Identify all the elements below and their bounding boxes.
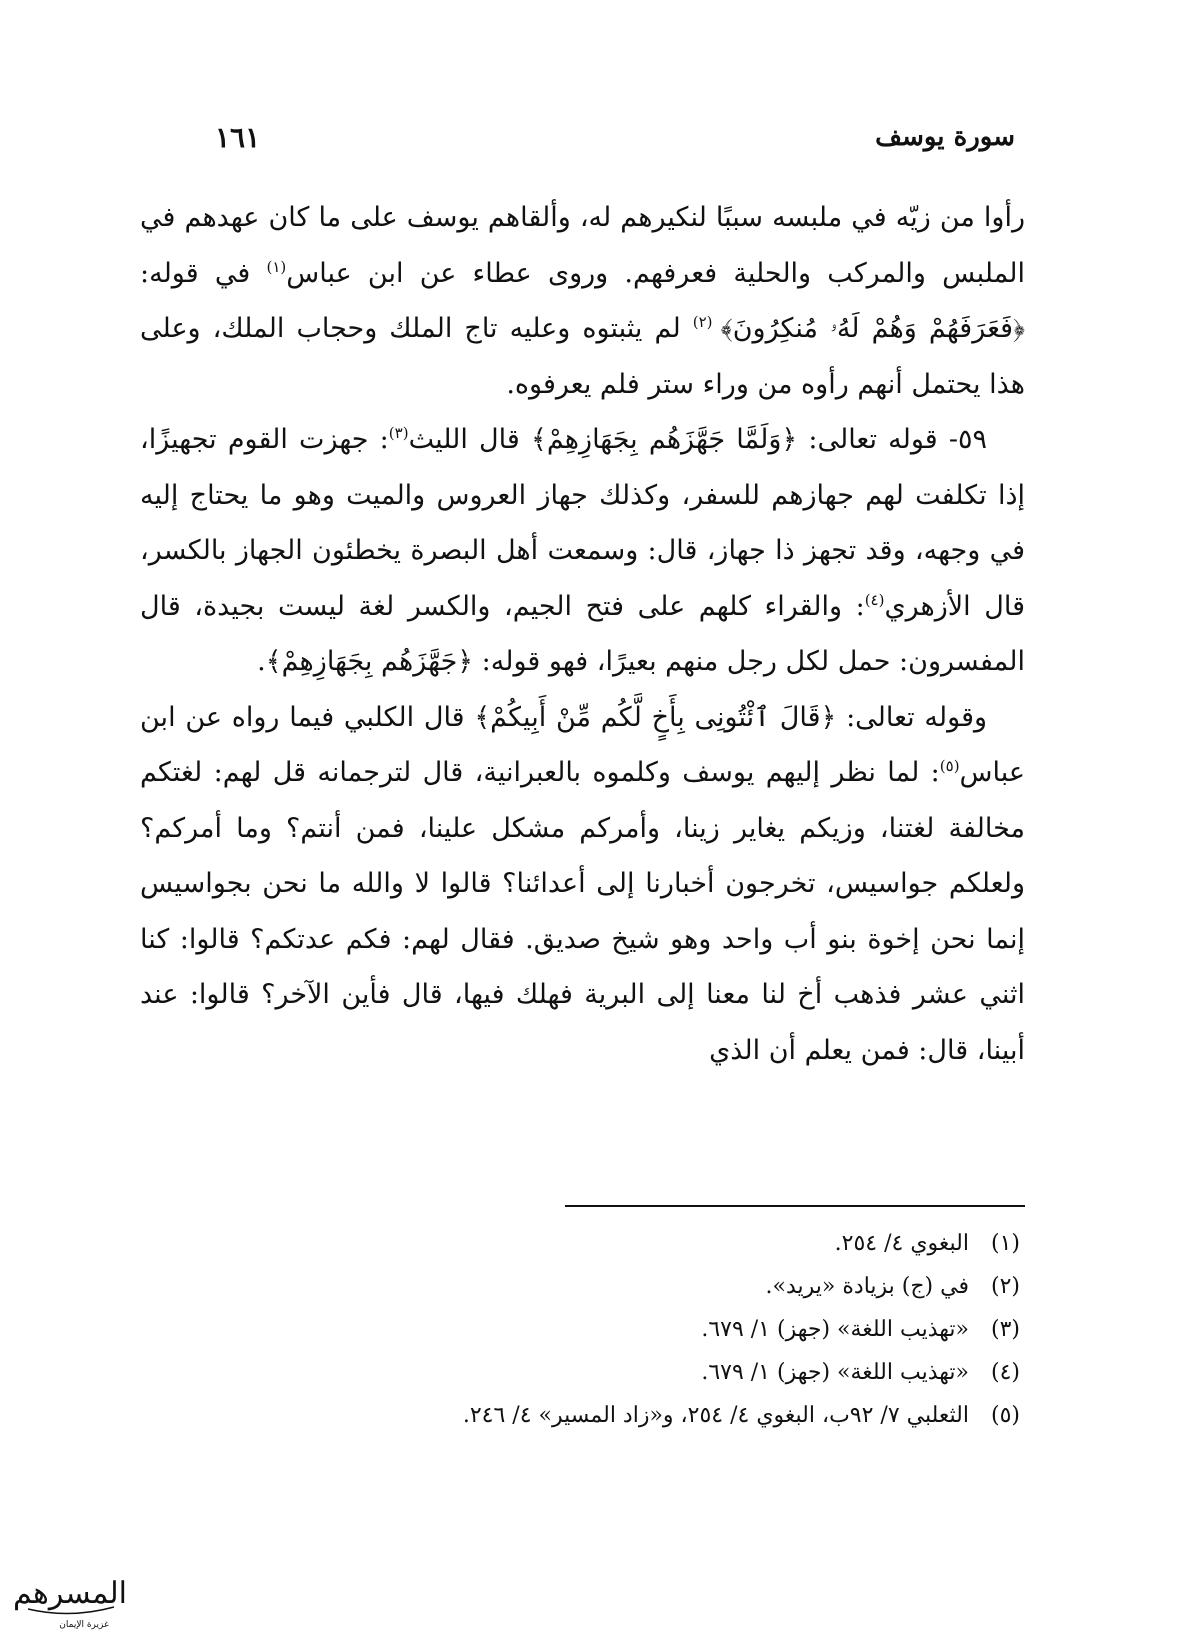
verse-number-text: ٥٩- قوله تعالى: <box>797 424 988 455</box>
footnotes <box>300 1222 1020 1437</box>
footnote-divider <box>565 1205 1025 1207</box>
footnote-number: (٣) <box>990 1317 1020 1342</box>
footnote-text: البغوي ٤/ ٢٥٤. <box>834 1231 969 1256</box>
footnote-text: في (ج) بزيادة «يريد». <box>765 1274 969 1299</box>
main-text <box>140 190 1025 1078</box>
paragraph-3 <box>140 690 1025 1079</box>
footnote-marker[interactable]: (٥) <box>939 757 960 775</box>
footnote-number: (٥) <box>990 1403 1020 1428</box>
footnote-item <box>300 1308 1020 1351</box>
text-span: قال الكلبي فيما رواه عن ابن عباس <box>140 701 1025 788</box>
footnote-marker[interactable]: (١) <box>266 257 287 276</box>
footnote-text: «تهذيب اللغة» (جهز) ١/ ٦٧٩. <box>701 1317 969 1342</box>
publisher-logo-icon <box>10 1565 130 1635</box>
text-span: : والقراء كلهم على فتح الجيم، والكسر لغة ليست بجيدة، قال المفسرون: حمل لكل رجل منهم بعيرًا، فهو قوله: <box>140 590 1025 677</box>
footnote-item <box>300 1265 1020 1308</box>
quran-verse: ﴿فَعَرَفَهُمْ وَهُمْ لَهُۥ مُنكِرُونَ﴾ <box>720 313 1025 344</box>
text-span: . <box>257 646 266 677</box>
footnote-marker[interactable]: (٢) <box>692 313 721 331</box>
footnote-number: (١) <box>990 1231 1020 1256</box>
text-span: : لما نظر إليهم يوسف وكلموه بالعبرانية، قال لترجمانه قل لهم: لغتكم مخالفة لغتنا، وزيكم يغاير زينا، وأمركم مشكل علينا، فمن أنتم؟ وما أمركم؟ ولعلكم جواسيس، تخرجون أخبارنا إلى أعدائنا؟ قالوا لا والله ما نحن بجواسيس إنما نحن إخوة بنو أب واحد وهو شيخ صديق. فقال لهم: فكم عدتكم؟ قالوا: كنا اثني عشر فذهب أخ لنا معنا إلى البرية فهلك فيها، قال فأين الآخر؟ قالوا: عند أبينا، قال: فمن يعلم أن الذي <box>140 757 1025 1066</box>
text-span: وقوله تعالى: <box>836 701 988 733</box>
logo-subtext: غزيرة الإيمان <box>59 1620 109 1630</box>
surah-title: سورة يوسف <box>875 122 1015 152</box>
text-span: قال الليث <box>408 424 531 455</box>
page-number: ١٦١ <box>215 120 261 154</box>
footnote-marker[interactable]: (٤) <box>864 590 885 609</box>
text-span: رأوا من زيّه في ملبسه سببًا لنكيرهم له، وألقاهم يوسف على ما كان عهدهم في الملبس والمركب والحلية فعرفهم. وروى عطاء عن ابن عباس <box>140 202 1025 289</box>
footnote-number: (٢) <box>990 1274 1020 1299</box>
page-header <box>215 112 1015 162</box>
footnote-item <box>300 1222 1020 1265</box>
text-span: : جهزت القوم تجهيزًا، إذا تكلفت لهم جهازهم للسفر، وكذلك جهاز العروس والميت وهو ما يحتاج إليه في وجهه، وقد تجهز ذا جهاز، قال: وسمعت أهل البصرة يخطئون الجهاز بالكسر، قال الأزهري <box>140 424 1025 622</box>
quran-verse: ﴿قَالَ ٱئْتُونِى بِأَخٍ لَّكُم مِّنْ أَبِيكُمْ﴾ <box>474 701 837 733</box>
text-span: في قوله: <box>140 257 267 289</box>
footnote-text: «تهذيب اللغة» (جهز) ١/ ٦٧٩. <box>701 1360 969 1385</box>
footnote-marker[interactable]: (٣) <box>388 424 409 442</box>
footnote-text: الثعلبي ٧/ ٩٢ب، البغوي ٤/ ٢٥٤، و«زاد المسير» ٤/ ٢٤٦. <box>462 1403 969 1428</box>
footnote-item <box>300 1351 1020 1394</box>
logo-text: المسرهم <box>13 1576 127 1611</box>
paragraph-1 <box>140 190 1025 412</box>
quran-verse: ﴿وَلَمَّا جَهَّزَهُم بِجَهَازِهِمْ﴾ <box>531 424 798 455</box>
text-span: لم يثبتوه وعليه تاج الملك وحجاب الملك، وعلى هذا يحتمل أنهم رأوه من وراء ستر فلم يعرفوه. <box>140 313 1025 400</box>
quran-verse: ﴿جَهَّزَهُم بِجَهَازِهِمْ﴾ <box>265 646 474 677</box>
footnote-number: (٤) <box>990 1360 1020 1385</box>
footnote-item <box>300 1394 1020 1437</box>
paragraph-2 <box>140 412 1025 690</box>
